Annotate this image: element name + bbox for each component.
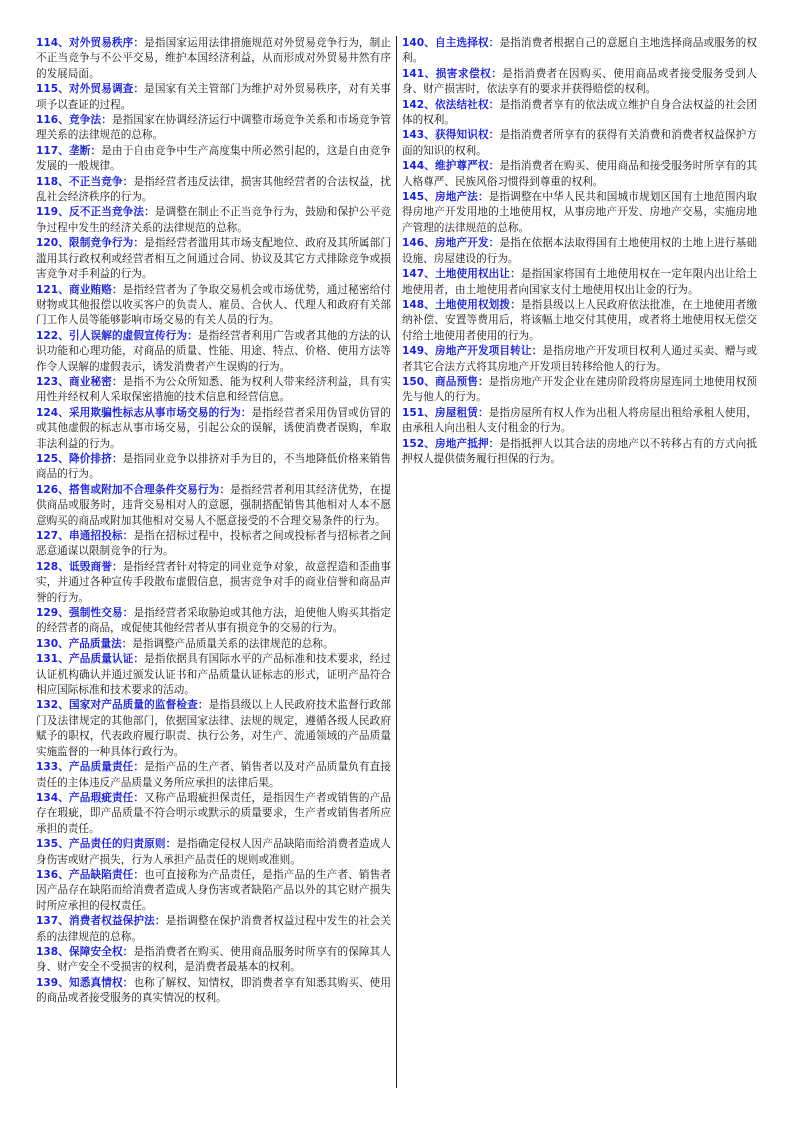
definition-entry: [36, 698, 391, 760]
definition-term: 151、房屋租赁：: [402, 406, 489, 419]
definition-term: 142、依法结社权：: [402, 98, 500, 111]
definition-text: 是指消费者享有的依法成立维护自身合法权益的社会团体的权利。: [402, 98, 757, 127]
definition-term: 119、反不正当竞争法：: [36, 206, 155, 219]
definition-entry: [402, 159, 757, 190]
definition-text: 是指消费者在购买、使用商品和接受服务时所享有的其人格尊严、民族风俗习惯得到尊重的权利。: [402, 160, 757, 188]
definition-entry: [402, 344, 757, 375]
definition-entry: [36, 82, 391, 113]
definition-text: 是指在招标过程中，投标者之间或投标者与招标者之间恶意通谋以限制竞争的行为。: [36, 530, 391, 558]
definition-text: 是指国家在协调经济运行中调整市场竞争关系和市场竞争管理关系的法律规范的总称。: [36, 114, 391, 142]
definition-text: 是指调整在保护消费者权益过程中发生的社会关系的法律规范的总称。: [36, 915, 391, 943]
definition-term: 114、对外贸易秩序：: [36, 37, 145, 49]
definition-term: 141、损害求偿权：: [402, 67, 503, 80]
definition-entry: [402, 128, 757, 159]
definition-text: 是指调整在中华人民共和国城市规划区国有土地范围内取得房地产开发用地的土地使用权，从事房地产开发、房地产交易，实施房地产管理的法律规范的总称。: [402, 191, 757, 234]
definition-entry: [36, 483, 391, 529]
definition-entry: [402, 267, 757, 298]
definition-text: 是指消费者根据自己的意愿自主地选择商品或服务的权利。: [402, 37, 757, 65]
definition-entry: [402, 298, 757, 344]
definition-text: 是指消费者所享有的获得有关消费和消费者权益保护方面的知识的权利。: [402, 129, 757, 157]
definition-term: 121、商业贿赂：: [36, 283, 123, 296]
definition-text: 是指产品的生产者、销售者以及对产品质量负有直接责任的主体违反产品质量义务所应承担的法律后果。: [36, 761, 391, 789]
definition-text: 是指房地产开发项目权利人通过买卖、赠与或者其它合法方式将其房地产开发项目转移给他人的行为。: [402, 345, 757, 373]
definition-text: 是指经营者针对特定的同业竞争对象，故意捏造和歪曲事实，并通过各种宣传手段散布虚假信息，损害竞争对手的商业信誉和商品声誉的行为。: [36, 560, 391, 604]
definition-text: 是指不为公众所知悉、能为权利人带来经济利益，具有实用性并经权利人采取保密措施的技术信息和经营信息。: [36, 375, 391, 404]
definition-term: 148、土地使用权划拨：: [402, 298, 521, 311]
definition-text: 是由于自由竞争中生产高度集中所必然引起的，这是自由竞争发展的一般规律。: [36, 144, 391, 173]
definition-entry: [402, 375, 757, 406]
definition-text: 是指经营者违反法律，损害其他经营者的合法权益，扰乱社会经济秩序的行为。: [36, 175, 391, 204]
definition-term: 130、产品质量法：: [36, 637, 133, 650]
definition-entry: [36, 868, 391, 914]
definition-entry: [36, 837, 391, 868]
definition-term: 152、房地产抵押：: [402, 437, 500, 450]
definition-entry: [402, 236, 757, 267]
definition-text: 是指房屋所有权人作为出租人将房屋出租给承租人使用，由承租人向出租人支付租金的行为。: [402, 406, 757, 435]
definition-term: 145、房地产法：: [402, 191, 489, 204]
definition-entry: [402, 406, 757, 437]
definition-text: 也可直接称为产品责任，是指产品的生产者、销售者因产品存在缺陷而给消费者造成人身伤害或者缺陷产品以外的其它财产损失时所应承担的侵权责任。: [36, 868, 391, 912]
definition-entry: [36, 452, 391, 483]
definition-entry: [402, 98, 757, 129]
definition-term: 129、强制性交易：: [36, 607, 134, 620]
definition-text: 又称产品瑕疵担保责任，是指因生产者或销售的产品存在瑕疵，即产品质量不符合明示或默示的质量要求，生产者或销售者所应承担的责任。: [36, 791, 391, 835]
definition-text: 是指经营者采取胁迫或其他方法，迫使他人购买其指定的经营者的商品，或促使其他经营者从事有损竞争的交易的行为。: [36, 607, 391, 635]
right-column: [402, 36, 757, 1088]
definition-entry: [36, 914, 391, 945]
definition-term: 133、产品质量责任：: [36, 761, 145, 774]
definition-text: 是指在依据本法取得国有土地使用权的土地上进行基础设施、房屋建设的行为。: [402, 237, 757, 265]
definition-entry: [36, 652, 391, 698]
definition-entry: [36, 791, 391, 837]
definition-term: 124、采用欺骗性标志从事市场交易的行为：: [36, 406, 252, 419]
definition-term: 131、产品质量认证：: [36, 653, 145, 666]
definition-entry: [36, 760, 391, 791]
definition-term: 146、房地产开发：: [402, 237, 500, 250]
definition-entry: [36, 976, 391, 1007]
definition-text: 是指经营者滥用其市场支配地位、政府及其所属部门滥用其行政权利或经营者相互之间通过合同、协议及其它方式排除竞争或损害竞争对手利益的行为。: [36, 237, 391, 281]
definition-entry: [402, 67, 757, 98]
definition-term: 143、获得知识权：: [402, 129, 500, 142]
document-page: [36, 36, 757, 1088]
definition-text: 是指确定侵权人因产品缺陷而给消费者造成人身伤害或财产损失，行为人承担产品责任的规则或准则。: [36, 838, 391, 866]
definition-term: 139、知悉真情权：: [36, 976, 134, 989]
definition-term: 150、商品预售：: [402, 375, 489, 388]
definition-text: 是指经营者采用伪冒或仿冒的或其他虚假的标志从事市场交易，引起公众的误解，诱使消费者误购，牟取非法利益的行为。: [36, 406, 391, 450]
definition-term: 125、降价排挤：: [36, 452, 123, 465]
definition-term: 127、串通招投标：: [36, 530, 134, 542]
definition-text: 是指经营者利用其经济优势，在提供商品或服务时，违背交易相对人的意愿，强制搭配销售其他相对人本不愿意购买的商品或附加其他相对交易人不愿意接受的不合理交易条件的行为。: [36, 483, 391, 527]
definition-term: 117、垄断：: [36, 144, 102, 157]
definition-term: 132、国家对产品质量的监督检查：: [36, 699, 209, 712]
definition-entry: [36, 375, 391, 406]
definition-text: 是指国家运用法律措施规范对外贸易竞争行为，制止不正当竞争与不公平交易，维护本国经济利益，从而形成对外贸易井然有序的发展局面。: [36, 37, 391, 80]
definition-entry: [36, 36, 391, 82]
definition-term: 122、引人误解的虚假宣传行为：: [36, 329, 198, 342]
definition-text: 是指国家将国有土地使用权在一定年限内出让给土地使用者，由土地使用者向国家支付土地使用权出让金的行为。: [402, 268, 757, 296]
definition-term: 126、搭售或附加不合理条件交易行为：: [36, 483, 231, 496]
definition-entry: [36, 606, 391, 637]
definition-text: 是指消费者在因购买、使用商品或者接受服务受到人身、财产损害时，依法享有的要求并获得赔偿的权利。: [402, 67, 757, 96]
definition-entry: [402, 437, 757, 468]
definition-entry: [402, 36, 757, 67]
definition-entry: [36, 637, 391, 652]
definition-entry: [36, 560, 391, 606]
definition-text: 是指房地产开发企业在建房阶段将房屋连同土地使用权预先与他人的行为。: [402, 375, 757, 404]
definition-text: 是指依据具有国际水平的产品标准和技术要求，经过认证机构确认并通过颁发认证书和产品质量认证标志的形式，证明产品符合相应国际标准和技术要求的活动。: [36, 653, 391, 697]
definition-entry: [36, 236, 391, 282]
definition-term: 137、消费者权益保护法：: [36, 915, 166, 928]
definition-text: 也称了解权、知情权，即消费者享有知悉其购买、使用的商品或者接受服务的真实情况的权利。: [36, 976, 391, 1005]
definition-entry: [36, 406, 391, 452]
definition-term: 149、房地产开发项目转让：: [402, 345, 543, 358]
definition-text: 是指抵押人以其合法的房地产以不转移占有的方式向抵押权人提供债务履行担保的行为。: [402, 437, 757, 465]
definition-term: 147、土地使用权出让：: [402, 268, 521, 281]
definition-entry: [36, 205, 391, 236]
definition-term: 135、产品责任的归责原则：: [36, 838, 177, 851]
definition-entry: [36, 175, 391, 206]
definition-text: 是指县级以上人民政府技术监督行政部门及法律规定的其他部门，依据国家法律、法规的规定，遵循各级人民政府赋予的职权，代表政府履行职责、执行公务，对生产、流通领域的产品质量实施监督的一种具体行政行为。: [36, 699, 391, 758]
definition-text: 是指经营者利用广告或者其他的方法的认识功能和心理功能，对商品的质量、性能、用途、特点、价格、使用方法等作令人误解的虚假表示，诱发消费者产生误购的行为。: [36, 329, 391, 373]
definition-text: 是指调整产品质量关系的法律规范的总称。: [132, 637, 334, 650]
definition-text: 是指经营者为了争取交易机会或市场优势，通过秘密给付财物或其他报偿以收买客户的负责人、雇员、合伙人、代理人和政府有关部门工作人员等能够影响市场交易的有关人员的行为。: [36, 283, 391, 327]
definition-term: 120、限制竞争行为：: [36, 237, 145, 250]
definition-term: 134、产品瑕疵责任：: [36, 791, 145, 804]
definition-text: 是指消费者在购买、使用商品服务时所享有的保障其人身、财产安全不受损害的权利，是消费者最基本的权利。: [36, 945, 391, 974]
definition-term: 140、自主选择权：: [402, 37, 500, 49]
definition-text: 是调整在制止不正当竞争行为，鼓励和保护公平竞争过程中发生的经济关系的法律规范的总称。: [36, 206, 391, 234]
definition-text: 是指县级以上人民政府依法批准，在土地使用者缴纳补偿、安置等费用后，将该幅土地交付其使用，或者将土地使用权无偿交付给土地使用者使用的行为。: [402, 298, 757, 342]
definition-entry: [36, 329, 391, 375]
definition-term: 115、对外贸易调查：: [36, 83, 145, 96]
definition-text: 是国家有关主管部门为维护对外贸易秩序，对有关事项予以查证的过程。: [36, 83, 391, 111]
definition-entry: [36, 144, 391, 175]
definition-term: 116、竞争法：: [36, 114, 112, 127]
definition-term: 136、产品缺陷责任：: [36, 868, 145, 881]
definition-entry: [402, 190, 757, 236]
definition-term: 144、维护尊严权：: [402, 160, 500, 173]
definition-term: 123、商业秘密：: [36, 375, 123, 388]
definition-entry: [36, 529, 391, 560]
definition-entry: [36, 945, 391, 976]
definition-term: 118、不正当竞争：: [36, 175, 134, 188]
definition-entry: [36, 283, 391, 329]
column-divider: [396, 36, 397, 1088]
left-column: [36, 36, 391, 1088]
definition-term: 128、诋毁商誉：: [36, 560, 123, 573]
definition-term: 138、保障安全权：: [36, 945, 134, 958]
definition-text: 是指同业竞争以排挤对手为目的，不当地降低价格来销售商品的行为。: [36, 452, 391, 481]
definition-entry: [36, 113, 391, 144]
